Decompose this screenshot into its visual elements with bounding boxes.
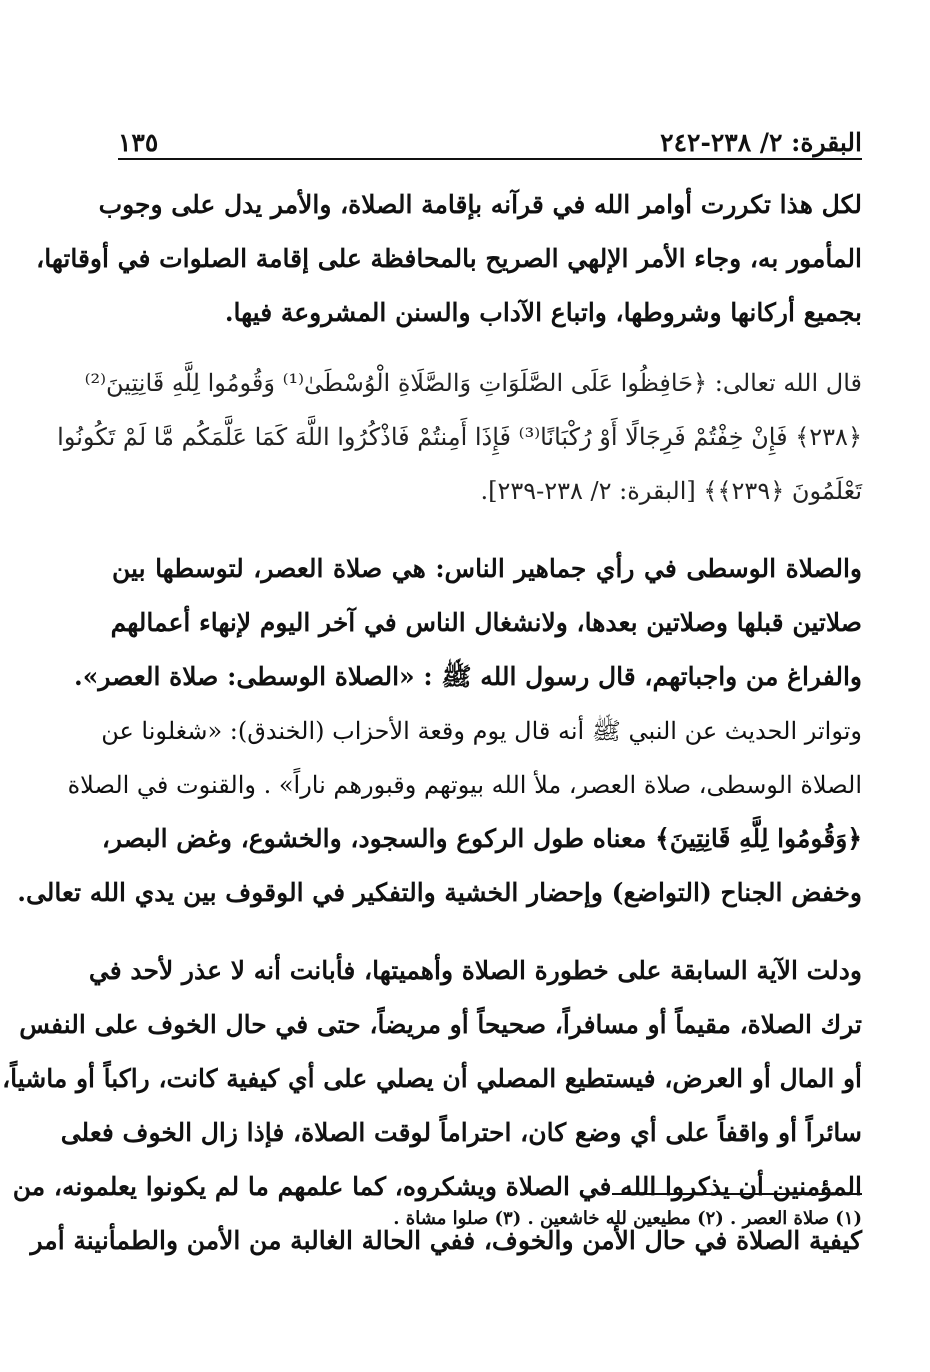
running-title: البقرة: ٢/ ٢٣٨-٢٤٢ (660, 128, 862, 157)
page-number: ١٣٥ (118, 128, 159, 157)
text-line: وخفض الجناح (التواضع) وإحضار الخشية والتفكير في الوقوف بين يدي الله تعالى. (17, 878, 862, 907)
footnotes: (١) صلاة العصر . (٢) مطيعين لله خاشعين . (٣) صلوا مشاة . (393, 1208, 862, 1229)
paragraph-middle-prayer (17, 542, 862, 920)
footnote-rule (612, 1193, 862, 1195)
text-line: بجميع أركانها وشروطها، واتباع الآداب والسنن المشروعة فيها. (224, 298, 862, 327)
header-rule (118, 158, 862, 160)
page-body (2, 178, 862, 1268)
text-line: لكل هذا تكررت أوامر الله في قرآنه بإقامة الصلاة، والأمر يدل على وجوب (98, 190, 862, 219)
verse-line: ﴿٢٣٨﴾ فَإِنْ خِفْتُمْ فَرِجَالًا أَوْ رُكْبَانًا⁽³⁾ فَإِذَا أَمِنتُمْ فَاذْكُرُوا اللَّهَ كَمَا عَلَّمَكُم مَّا لَمْ تَكُونُوا (57, 423, 862, 451)
text-line: المؤمنين أن يذكروا الله في الصلاة ويشكروه، كما علمهم ما لم يكونوا يعلمونه، من (12, 1172, 862, 1201)
text-line: أو المال أو العرض، فيستطيع المصلي أن يصلي على أي كيفية كانت، راكباً أو ماشياً، (2, 1064, 862, 1093)
text-line: والفراغ من واجباتهم، قال رسول الله ﷺ : «الصلاة الوسطى: صلاة العصر». (74, 662, 862, 691)
paragraph-quran-verse (57, 356, 862, 518)
text-line: والصلاة الوسطى في رأي جماهير الناس: هي صلاة العصر، لتوسطها بين (112, 554, 862, 583)
paragraph-intro (36, 178, 862, 340)
text-line: ﴿وَقُومُوا لِلَّهِ قَانِتِينَ﴾ معناه طول الركوع والسجود، والخشوع، وغض البصر، (101, 824, 862, 853)
text-line: صلاتين قبلها وصلاتين بعدها، ولانشغال الناس في آخر اليوم لإنهاء أعمالهم (110, 608, 862, 637)
verse-line: قال الله تعالى: ﴿حَافِظُوا عَلَى الصَّلَوَاتِ وَالصَّلَاةِ الْوُسْطَىٰ⁽¹⁾ وَقُومُوا لِلَّهِ قَانِتِينَ⁽²⁾ (84, 369, 862, 397)
verse-line: تَعْلَمُونَ ﴿٢٣٩﴾﴾ [البقرة: ٢/ ٢٣٨-٢٣٩]. (480, 477, 862, 505)
hadith-line: الصلاة الوسطى، صلاة العصر، ملأ الله بيوتهم وقبورهم ناراً» . والقنوت في الصلاة (67, 771, 862, 799)
hadith-line: وتواتر الحديث عن النبي ﷺ أنه قال يوم وقعة الأحزاب (الخندق): «شغلونا عن (101, 717, 862, 745)
text-line: كيفية الصلاة في حال الأمن والخوف، ففي الحالة الغالبة من الأمن والطمأنينة أمر (30, 1226, 862, 1255)
page-header (118, 113, 862, 157)
text-line: المأمور به، وجاء الأمر الإلهي الصريح بالمحافظة على إقامة الصلوات في أوقاتها، (36, 244, 862, 273)
text-line: ترك الصلاة، مقيماً أو مسافراً، صحيحاً أو مريضاً، حتى في حال الخوف على النفس (19, 1010, 862, 1039)
paragraph-gap (112, 920, 862, 944)
paragraph-gap (112, 518, 862, 542)
paragraph-gap (112, 340, 862, 356)
text-line: ودلت الآية السابقة على خطورة الصلاة وأهميتها، فأبانت أنه لا عذر لأحد في (88, 956, 862, 985)
text-line: سائراً أو واقفاً على أي وضع كان، احتراماً لوقت الصلاة، فإذا زال الخوف فعلى (60, 1118, 862, 1147)
